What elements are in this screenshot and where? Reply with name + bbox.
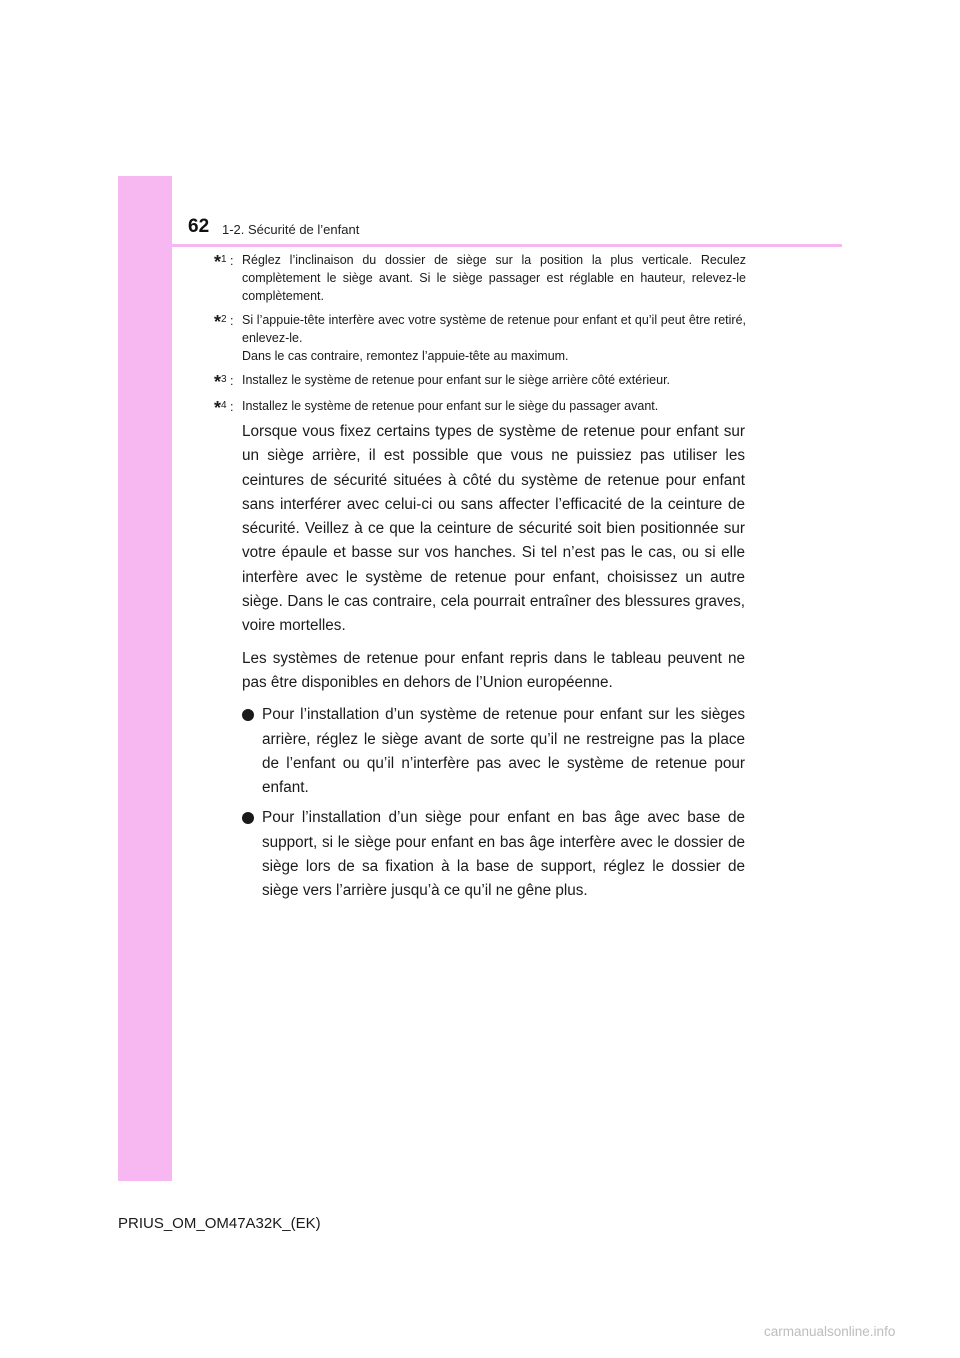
list-item [242,806,745,903]
footnote-marker: *$^3$ : [214,372,234,392]
asterisk-icon: * [214,398,222,418]
footnote-text [242,251,746,305]
footnote-line: Dans le cas contraire, remontez l’appuie-tête au maximum. [242,349,569,363]
main-content [242,420,745,910]
footnote-marker: *$^1$ : [214,252,234,272]
footnote-text [242,371,746,391]
footnote [214,311,746,365]
footnote-number: 2 [221,314,227,325]
list-item-text: Pour l’installation d’un siège pour enfant en bas âge avec base de support, si le siège pour enfant en bas âge interfère avec le dossier de siège lors de sa fixation à la base de support, réglez le dossier de siège vers l’arrière jusqu’à ce qu’il ne gêne plus. [262,809,745,900]
availability-paragraph: Les systèmes de retenue pour enfant repris dans le tableau peuvent ne pas être disponibles en dehors de l’Union européenne. [242,649,745,691]
footnote-line: Réglez l’inclinaison du dossier de siège sur la position la plus verticale. Reculez complètement le siège avant. Si le siège passager est réglable en hauteur, relevez-le complètement. [242,253,746,303]
footnote [214,397,746,417]
list-item-text: Pour l’installation d’un système de retenue pour enfant sur les sièges arrière, réglez le siège avant de sorte qu’il ne restreigne pas la place de l’enfant ou qu’il n’interfère pas avec le système de retenue pour enfant. [262,706,745,797]
footnote-line: Installez le système de retenue pour enfant sur le siège du passager avant. [242,399,659,413]
watermark: carmanualsonline.info [764,1324,896,1339]
footnote-number: 3 [221,374,227,385]
footnotes-list [214,251,746,423]
footnote-marker: *$^2$ : [214,312,234,332]
bullet-icon [242,812,254,824]
header-divider [172,244,842,247]
document-code: PRIUS_OM_OM47A32K_(EK) [118,1215,321,1232]
footnote-number: 4 [221,400,227,411]
footnote-text [242,397,746,417]
footnote-line: Si l’appuie-tête interfère avec votre système de retenue pour enfant et qu’il peut être retiré, enlevez-le. [242,313,746,345]
section-title: 1-2. Sécurité de l’enfant [222,222,360,237]
footnote-marker: *$^4$ : [214,398,234,418]
footnote-line: Installez le système de retenue pour enfant sur le siège arrière côté extérieur. [242,373,671,387]
list-item [242,703,745,800]
page-number: 62 [188,216,210,237]
footnote [214,251,746,305]
footnote-text [242,311,746,365]
asterisk-icon: * [214,252,222,272]
asterisk-icon: * [214,312,222,332]
chapter-sidebar-tab [118,176,172,1181]
footnote [214,371,746,391]
bullet-icon [242,709,254,721]
footnote-number: 1 [221,254,227,265]
warning-paragraph: Lorsque vous fixez certains types de système de retenue pour enfant sur un siège arrière, il est possible que vous ne puissiez pas utiliser les ceintures de sécurité situées à côté du système de retenue pour enfant sans interférer avec celui-ci ou sans affecter l’efficacité de la ceinture de sécurité. Veillez à ce que la ceinture de sécurité soit bien positionnée sur votre épaule et basse sur vos hanches. Si tel n’est pas le cas, ou si elle interfère avec le système de retenue pour enfant, choisissez un autre siège. Dans le cas contraire, cela pourrait entraîner des blessures graves, voire mortelles. [242,423,745,635]
asterisk-icon: * [214,372,222,392]
page-header [172,214,842,246]
